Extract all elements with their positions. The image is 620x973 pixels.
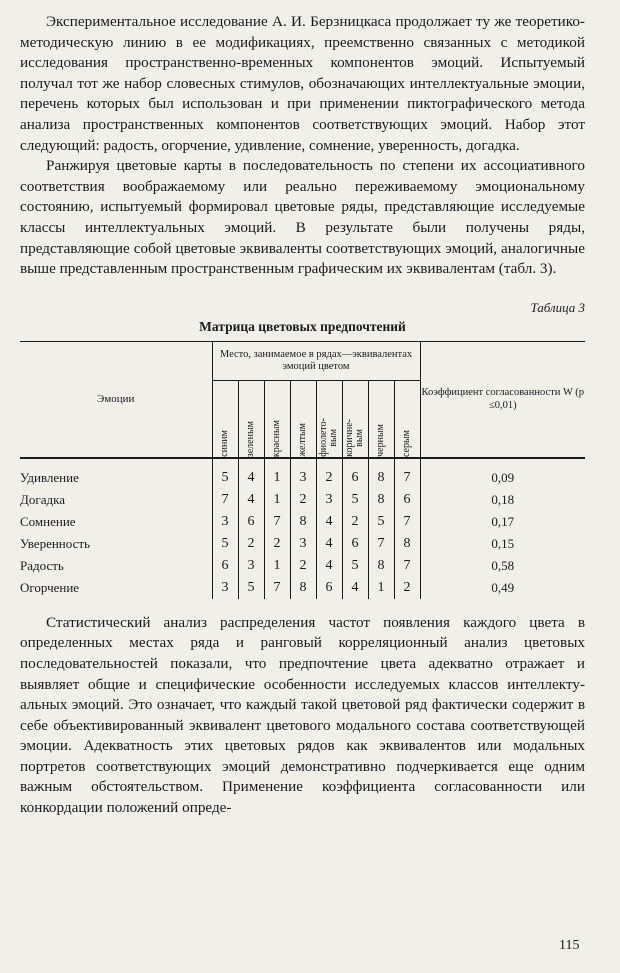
rank-cell: 6 <box>342 533 368 555</box>
row-emotion-name: Уверенность <box>20 535 90 551</box>
coefficient-cell: 0,18 <box>420 489 585 511</box>
row-emotion-name: Огорчение <box>20 579 80 595</box>
rank-cell: 3 <box>290 458 316 489</box>
header-color <box>212 380 238 458</box>
rank-cell: 2 <box>342 511 368 533</box>
rank-cell: 4 <box>316 555 342 577</box>
rank-cell: 5 <box>342 489 368 511</box>
rank-cell: 7 <box>394 511 420 533</box>
rank-cell: 8 <box>290 577 316 599</box>
rank-cell: 2 <box>290 489 316 511</box>
coefficient-cell: 0,58 <box>420 555 585 577</box>
rank-cell: 3 <box>316 489 342 511</box>
header-color-label: зеленым <box>245 420 256 457</box>
table-row <box>20 555 585 577</box>
header-color-label: желтым <box>297 423 308 457</box>
rank-cell: 2 <box>238 533 264 555</box>
header-place: Место, занимаемое в рядах—эквивалентах эмоций цветом <box>212 341 420 380</box>
paragraph-2: Ранжируя цветовые карты в последовательность по степени их ассоциативного соответствия воображаемому или реально переживаемому эмоциональному состоянию, испытуемый формировал цветовые ряды, представляющие исследуемые классы интеллектуальных эмоций. В результате были получены ряды, представляющие собой цветовые эквиваленты соответствующих эмоций, аналогичные выше представленным пространственным графическим их эквивалентам (табл. 3). <box>20 157 585 278</box>
rank-cell: 7 <box>264 511 290 533</box>
rank-cell: 4 <box>342 577 368 599</box>
color-preference-table <box>20 341 585 599</box>
rank-cell: 8 <box>368 458 394 489</box>
header-color-label: красным <box>271 419 282 457</box>
header-color <box>368 380 394 458</box>
rank-cell: 6 <box>212 555 238 577</box>
row-emotion-name: Радость <box>20 557 64 573</box>
header-color <box>394 380 420 458</box>
table-row <box>20 489 585 511</box>
header-color-label: коричне- вым <box>344 418 365 457</box>
rank-cell: 5 <box>212 458 238 489</box>
rank-cell: 3 <box>238 555 264 577</box>
header-color <box>238 380 264 458</box>
rank-cell: 1 <box>264 489 290 511</box>
table-caption: Таблица 3 <box>530 299 585 315</box>
coefficient-cell: 0,15 <box>420 533 585 555</box>
table-title: Матрица цветовых предпочтений <box>199 318 406 334</box>
coefficient-cell: 0,49 <box>420 577 585 599</box>
rank-cell: 3 <box>212 511 238 533</box>
header-emotions: Эмоции <box>20 341 212 458</box>
rank-cell: 6 <box>238 511 264 533</box>
header-coefficient: Коэффициент согласованности W (p ≤0,01) <box>420 341 585 458</box>
header-color-label: фиолето- вым <box>318 418 339 457</box>
coefficient-cell: 0,17 <box>420 511 585 533</box>
rank-cell: 1 <box>264 555 290 577</box>
table-row <box>20 577 585 599</box>
paragraph-1: Экспериментальное исследование А. И. Берзницкаса продолжает ту же теоретико-методическую линию в ее модификациях, преемственно связанных с методикой исследования пространственно-временных компонентов эмоций. Испытуемый получал тот же набор словесных стимулов, обозначающих интеллектуальные эмоции, перечень которых был использован и при применении пиктографического метода анализа пространственных компонентов соответствующих эмоций. Набор этот следующий: радость, огорчение, удивление, сомнение, уверенность, догадка. <box>20 13 585 154</box>
header-color-label: серым <box>401 429 413 457</box>
rank-cell: 7 <box>368 533 394 555</box>
rank-cell: 6 <box>394 489 420 511</box>
rank-cell: 8 <box>394 533 420 555</box>
header-color-label: синим <box>219 429 230 457</box>
table-body <box>20 458 585 599</box>
rank-cell: 2 <box>316 458 342 489</box>
rank-cell: 7 <box>264 577 290 599</box>
rank-cell: 5 <box>368 511 394 533</box>
rank-cell: 8 <box>368 555 394 577</box>
paragraph-3: Статистический анализ распределения частот появления каждого цвета в определенных местах ряда и ранговый корреляционный анализ цветовых последовательностей показали, что предпочтение цвета адекватно отражает и выявляет общие и специфические особенности исследуемых классов интеллектуальных эмоций. Это означает, что каждый такой цветовой ряд фактически содержит в себе объективированный эквивалент цветового модального состава соответствующей эмоции. Адекватность этих цветовых рядов как эквивалентов или модальных портретов соответствующих эмоций демонстративно подчеркивается еще одним важным обстоятельством. Применение коэффициента согласованности или конкордации положений опреде- <box>20 613 585 817</box>
table-row <box>20 511 585 533</box>
rank-cell: 7 <box>212 489 238 511</box>
rank-cell: 3 <box>212 577 238 599</box>
rank-cell: 5 <box>212 533 238 555</box>
row-emotion-name: Удивление <box>20 469 79 485</box>
rank-cell: 8 <box>290 511 316 533</box>
rank-cell: 8 <box>368 489 394 511</box>
table-row <box>20 533 585 555</box>
rank-cell: 7 <box>394 458 420 489</box>
rank-cell: 6 <box>316 577 342 599</box>
rank-cell: 2 <box>394 577 420 599</box>
header-color <box>264 380 290 458</box>
rank-cell: 4 <box>316 533 342 555</box>
header-color <box>290 380 316 458</box>
rank-cell: 2 <box>290 555 316 577</box>
rank-cell: 7 <box>394 555 420 577</box>
rank-cell: 5 <box>342 555 368 577</box>
header-color-label: черным <box>375 423 386 457</box>
rank-cell: 3 <box>290 533 316 555</box>
rank-cell: 1 <box>368 577 394 599</box>
header-color <box>316 380 342 458</box>
page-number: 115 <box>559 938 580 953</box>
row-emotion-name: Сомнение <box>20 513 76 529</box>
rank-cell: 4 <box>238 489 264 511</box>
rank-cell: 5 <box>238 577 264 599</box>
coefficient-cell: 0,09 <box>420 458 585 489</box>
page <box>20 12 585 819</box>
rank-cell: 6 <box>342 458 368 489</box>
rank-cell: 2 <box>264 533 290 555</box>
rank-cell: 4 <box>316 511 342 533</box>
row-emotion-name: Догадка <box>20 491 65 507</box>
rank-cell: 4 <box>238 458 264 489</box>
rank-cell: 1 <box>264 458 290 489</box>
header-color <box>342 380 368 458</box>
table-row <box>20 458 585 489</box>
